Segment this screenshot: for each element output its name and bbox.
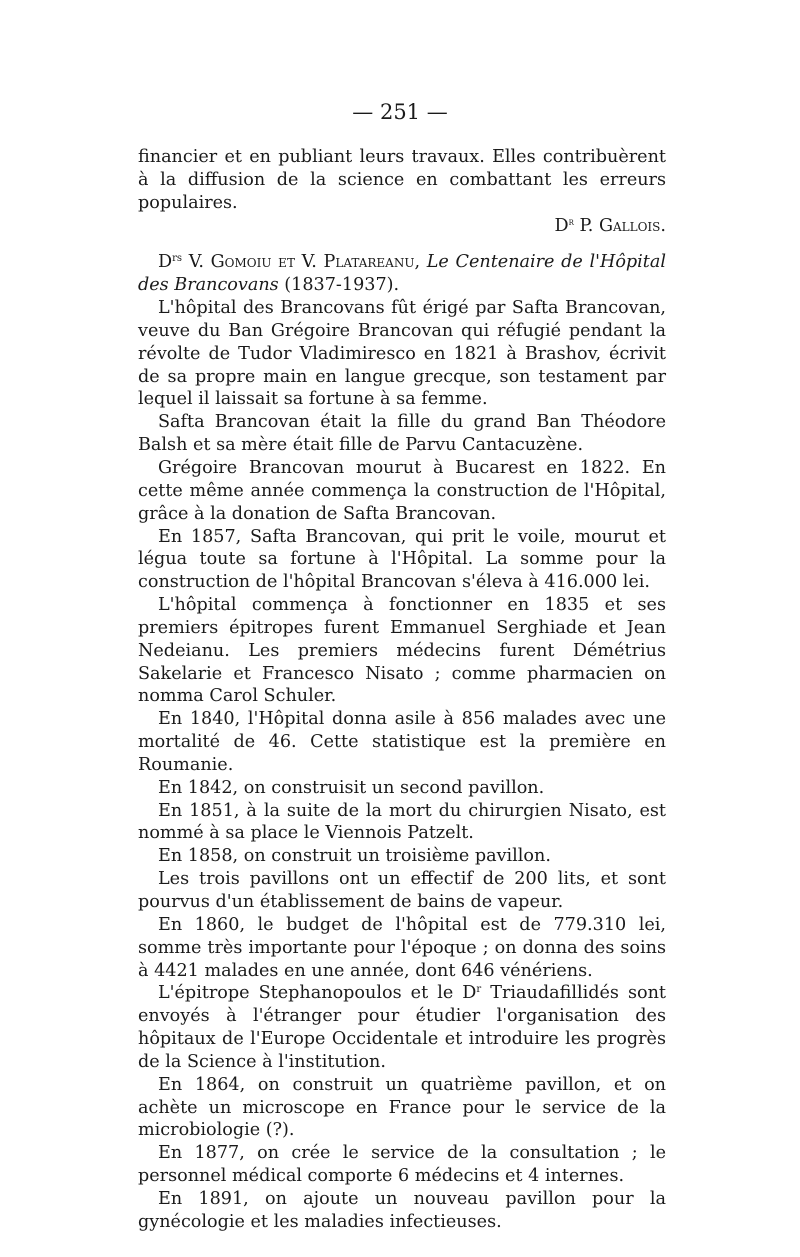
citation-prefix: D bbox=[158, 252, 173, 273]
paragraph-sup: r bbox=[476, 984, 482, 996]
paragraph: Safta Brancovan était la fille du grand Ban Théodore Balsh et sa mère était fille de Parvu Cantacuzène. bbox=[138, 412, 666, 456]
citation-title: Le Centenaire de l'Hôpital des Brancovans bbox=[138, 252, 666, 296]
paragraph: Les trois pavillons ont un effectif de 200 lits, et sont pourvus d'un établissement de bains de vapeur. bbox=[138, 869, 666, 912]
paragraph-triaudafillides bbox=[138, 982, 666, 1073]
paragraph: En 1864, on construit un quatrième pavillon, et on achète un microscope en France pour le service de la microbiologie (?). bbox=[138, 1074, 666, 1141]
paragraph: L'hôpital des Brancovans fût érigé par Safta Brancovan, veuve du Ban Grégoire Brancovan qui réfugié pendant la révolte de Tudor Vladimiresco en 1821 à Brashov, écrivit de sa propre main en langue grecque, son testament par lequel il laissait sa fortune à sa femme. bbox=[138, 298, 666, 410]
citation-years: (1837-1937). bbox=[284, 275, 400, 296]
paragraph: L'hôpital commença à fonctionner en 1835 et ses premiers épitropes furent Emmanuel Serghiade et Jean Nedeianu. Les premiers médecins furent Démétrius Sakelarie et Francesco Nisato ; comme pharmacien on nomma Carol Schuler. bbox=[138, 595, 666, 707]
paragraph-part: Triaudafillidés sont envoyés à l'étranger pour étudier l'organisation des hôpitaux de l'Europe Occidentale et introduire les progrès de la Science à l'institution. bbox=[138, 983, 666, 1072]
paragraph-part: L'épitrope Stephanopoulos et le D bbox=[158, 983, 477, 1004]
paragraph: En 1842, on construisit un second pavillon. bbox=[158, 777, 545, 798]
paragraph: En 1840, l'Hôpital donna asile à 856 malades avec une mortalité de 46. Cette statistique est la première en Roumanie. bbox=[138, 709, 666, 775]
text-body bbox=[138, 146, 666, 1234]
citation bbox=[138, 251, 666, 297]
paragraph: En 1860, le budget de l'hôpital est de 779.310 lei, somme très importante pour l'époque ; on donna des soins à 4421 malades en une année, dont 646 vénériens. bbox=[138, 914, 666, 981]
citation-prefix-sup: rs bbox=[172, 253, 183, 265]
paragraph: En 1858, on construit un troisième pavillon. bbox=[158, 846, 551, 867]
signature-name: P. Gallois. bbox=[579, 215, 666, 236]
signature-prefix: D bbox=[554, 215, 569, 236]
paragraph: En 1877, on crée le service de la consultation ; le personnel médical comporte 6 médecins et 4 internes. bbox=[138, 1143, 666, 1187]
paragraph: En 1851, à la suite de la mort du chirurgien Nisato, est nommé à sa place le Viennois Patzelt. bbox=[138, 800, 666, 844]
paragraph: En 1891, on ajoute un nouveau pavillon pour la gynécologie et les maladies infectieuses. bbox=[138, 1188, 666, 1232]
review-end-text: financier et en publiant leurs travaux. Elles contribuèrent à la diffusion de la science en combattant les erreurs populaires. bbox=[138, 147, 666, 213]
citation-authors: V. Gomoiu et V. Platareanu, bbox=[188, 252, 421, 273]
paragraph: En 1857, Safta Brancovan, qui prit le voile, mourut et légua toute sa fortune à l'Hôpital. La somme pour la construction de l'hôpital Brancovan s'éleva à 416.000 lei. bbox=[138, 526, 666, 593]
review-signature bbox=[138, 215, 666, 238]
signature-sup: r bbox=[568, 216, 574, 228]
paragraph: Grégoire Brancovan mourut à Bucarest en 1822. En cette même année commença la construction de l'Hôpital, grâce à la donation de Safta Brancovan. bbox=[138, 457, 666, 524]
page-number: — 251 — bbox=[352, 100, 448, 124]
